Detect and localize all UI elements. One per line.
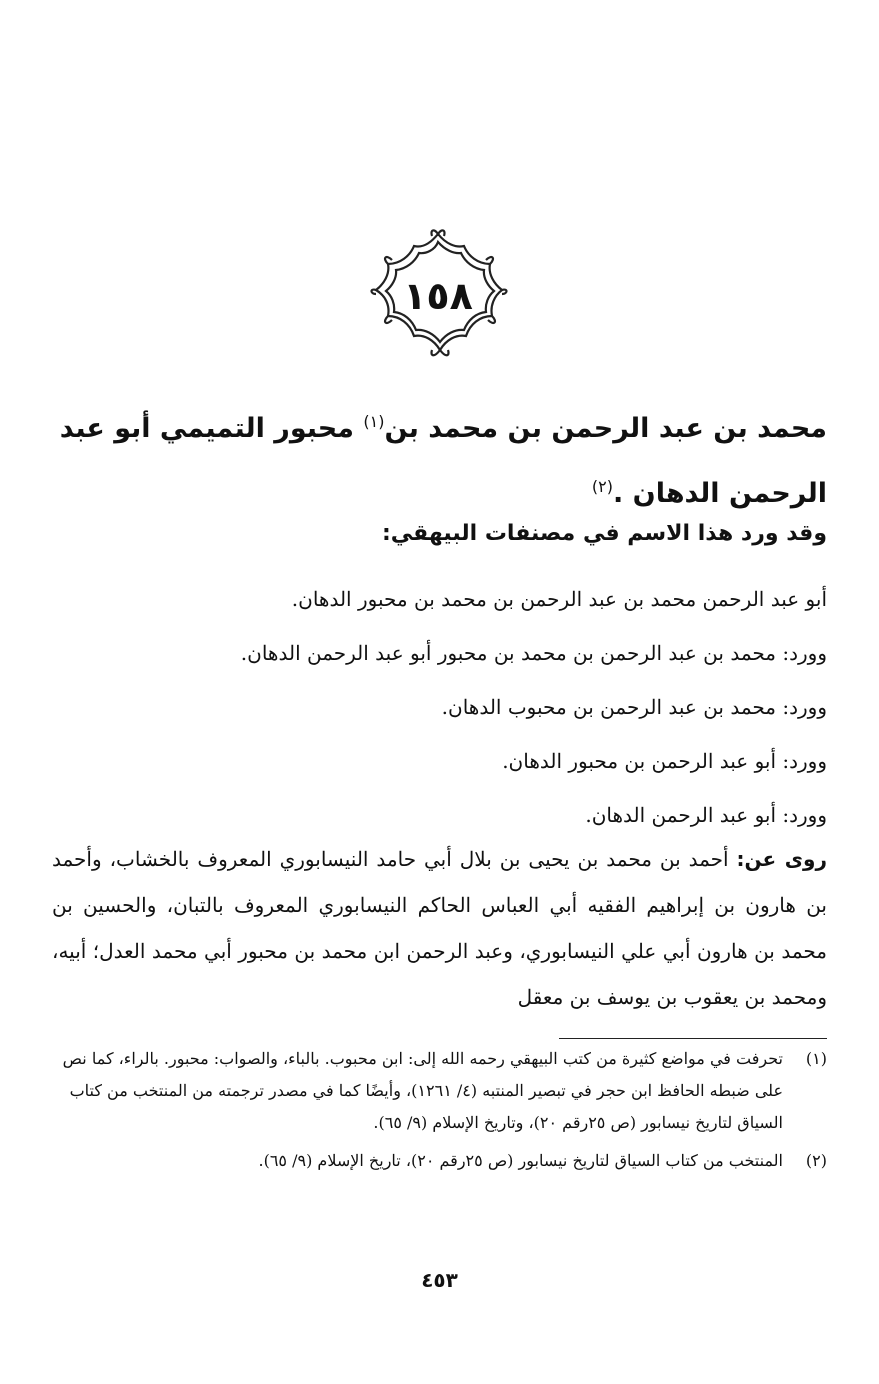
narrated-from-text: أحمد بن محمد بن يحيى بن بلال أبي حامد النيسابوري المعروف بالخشاب، وأحمد بن هارون بن إبراهيم الفقيه أبي العباس الحاكم النيسابوري المعروف بالتبان، والحسين بن محمد بن هارون أبي علي النيسابوري، وعبد الرحمن ابن محمد بن محبور أبي محمد العدل؛ أبيه، ومحمد بن يعقوب بن يوسف بن معقل (52, 847, 827, 1009)
name-variants-list (47, 572, 827, 842)
page-number: ٤٥٣ (421, 1268, 458, 1292)
title-part-1: محمد بن عبد الرحمن بن محمد بن (384, 413, 827, 444)
section-heading: وقد ورد هذا الاسم في مصنفات البيهقي: (381, 521, 827, 546)
entry-ornament (368, 228, 508, 368)
name-variant: وورد: أبو عبد الرحمن الدهان. (585, 803, 827, 827)
footnote-1 (52, 1043, 827, 1139)
name-variant: وورد: محمد بن عبد الرحمن بن محبوب الدهان. (441, 695, 827, 719)
footnote-number: (٢) (805, 1151, 827, 1170)
title-part-2: محبور التميمي أبو عبد الرحمن الدهان . (59, 413, 827, 509)
entry-title (47, 393, 827, 523)
entry-number: ١٥٨ (403, 274, 473, 318)
footnotes (52, 1043, 827, 1177)
name-variant: وورد: أبو عبد الرحمن بن محبور الدهان. (502, 749, 827, 773)
narrated-from-paragraph (52, 836, 827, 1020)
footnote-ref-2: (٢) (591, 477, 613, 496)
footnote-divider (559, 1038, 827, 1039)
footnote-text: المنتخب من كتاب السياق لتاريخ نيسابور (ص ٢٥رقم ٢٠)، تاريخ الإسلام (٩/ ٦٥). (258, 1151, 783, 1170)
footnote-text: تحرفت في مواضع كثيرة من كتب البيهقي رحمه الله إلى: ابن محبوب. بالباء، والصواب: محبور. بالراء، كما نص على ضبطه الحافظ ابن حجر في تبصير المنتبه (٤/ ١٢٦١)، وأيضًا كما في مصدر ترجمته من المنتخب من كتاب السياق لتاريخ نيسابور (ص ٢٥رقم ٢٠)، وتاريخ الإسلام (٩/ ٦٥). (62, 1049, 783, 1132)
name-variant: أبو عبد الرحمن محمد بن عبد الرحمن بن محمد بن محبور الدهان. (291, 587, 827, 611)
narrated-from-label: روى عن: (736, 847, 827, 871)
footnote-2 (52, 1145, 827, 1177)
footnote-ref-1: (١) (363, 412, 385, 431)
name-variant: وورد: محمد بن عبد الرحمن بن محمد بن محبور أبو عبد الرحمن الدهان. (240, 641, 827, 665)
footnote-number: (١) (805, 1049, 827, 1068)
